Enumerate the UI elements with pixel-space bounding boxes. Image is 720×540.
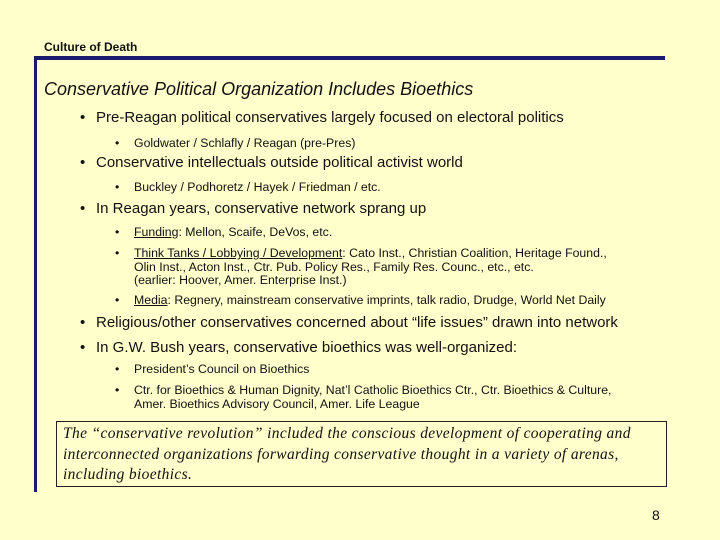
header-rule bbox=[34, 56, 665, 60]
funding-text: : Mellon, Scaife, DeVos, etc. bbox=[178, 225, 333, 239]
bullet-pre-reagan: • Pre-Reagan political conservatives largely focused on electoral politics bbox=[80, 109, 564, 126]
bullet-dot-icon: • bbox=[115, 383, 120, 397]
bullet-religious: • Religious/other conservatives concerned about “life issues” drawn into network bbox=[80, 314, 618, 331]
bullet-intellectuals: • Conservative intellectuals outside political activist world bbox=[80, 154, 463, 171]
think-tanks-label: Think Tanks / Lobbying / Development bbox=[134, 246, 343, 260]
think-tanks-text: : Cato Inst., Christian Coalition, Heritage Found., bbox=[342, 246, 607, 260]
think-tanks-line2: Olin Inst., Acton Inst., Ctr. Pub. Policy Res., Family Res. Counc., etc., etc. bbox=[134, 259, 534, 274]
left-rule bbox=[34, 60, 37, 492]
bullet-dot-icon: • bbox=[115, 246, 120, 260]
think-tanks-line3: (earlier: Hoover, Amer. Enterprise Inst.) bbox=[134, 273, 347, 287]
subbullet-funding bbox=[115, 226, 332, 240]
bullet-dot-icon: • bbox=[115, 293, 120, 307]
bullet-dot-icon: • bbox=[115, 362, 120, 376]
funding-label: Funding bbox=[134, 225, 179, 239]
slide-title: Conservative Political Organization Includes Bioethics bbox=[44, 79, 474, 99]
page-number: 8 bbox=[652, 507, 660, 523]
bullet-dot-icon: • bbox=[80, 339, 86, 356]
subbullet-think-tanks bbox=[115, 247, 607, 288]
bullet-dot-icon: • bbox=[80, 314, 86, 331]
media-text: : Regnery, mainstream conservative imprints, talk radio, Drudge, World Net Daily bbox=[167, 293, 606, 307]
bioethics-centers-line2: Amer. Bioethics Advisory Council, Amer. Life League bbox=[134, 396, 420, 411]
slide-header: Culture of Death bbox=[44, 40, 138, 54]
subbullet-buckley: • Buckley / Podhoretz / Hayek / Friedman / etc. bbox=[115, 180, 381, 194]
bullet-dot-icon: • bbox=[115, 225, 120, 239]
subbullet-bioethics-centers bbox=[115, 384, 611, 411]
bullet-reagan-years: • In Reagan years, conservative network sprang up bbox=[80, 200, 427, 217]
media-label: Media bbox=[134, 293, 168, 307]
bullet-dot-icon: • bbox=[80, 154, 86, 171]
bullet-dot-icon: • bbox=[80, 109, 86, 126]
subbullet-presidents-council: • President’s Council on Bioethics bbox=[115, 362, 310, 376]
subbullet-media bbox=[115, 294, 606, 308]
bullet-dot-icon: • bbox=[80, 200, 86, 217]
bioethics-centers-line1: Ctr. for Bioethics & Human Dignity, Nat’l Catholic Bioethics Ctr., Ctr. Bioethics & Culture, bbox=[134, 383, 612, 397]
subbullet-goldwater: • Goldwater / Schlafly / Reagan (pre-Pres) bbox=[115, 136, 356, 150]
bullet-bush-years: • In G.W. Bush years, conservative bioethics was well-organized: bbox=[80, 339, 518, 356]
quote-box: The “conservative revolution” included the conscious development of cooperating and interconnected organizations forwarding conservative thought in a variety of arenas, including bioethics. bbox=[56, 421, 667, 487]
bullet-dot-icon: • bbox=[115, 180, 120, 194]
bullet-dot-icon: • bbox=[115, 136, 120, 150]
